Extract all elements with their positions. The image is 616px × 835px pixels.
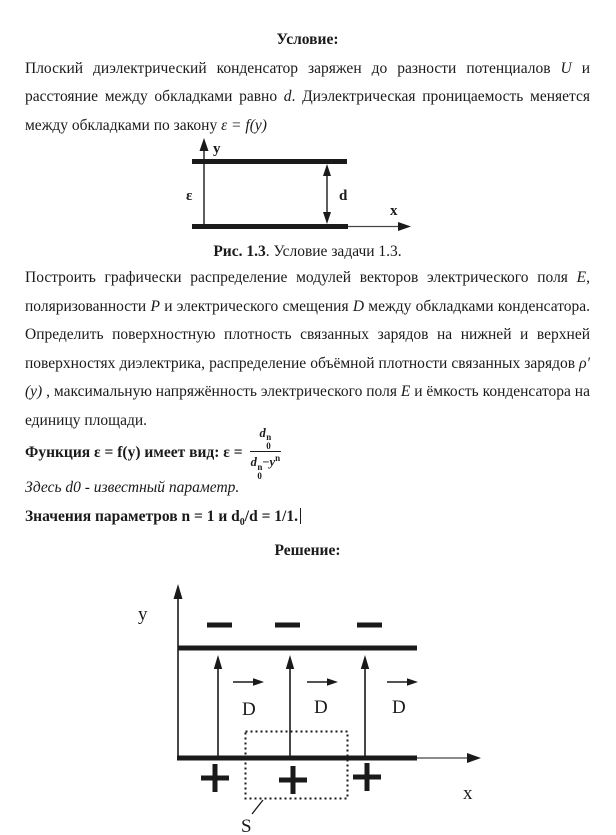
params-line xyxy=(25,503,590,538)
text-run: Построить графически распределение модулей векторов электрического поля xyxy=(25,269,577,286)
fig1-y-axis-label: y xyxy=(213,141,221,157)
text-run: , поляризованности xyxy=(25,269,590,315)
text-cursor xyxy=(300,508,302,524)
denominator-var: y xyxy=(269,455,276,470)
plus-charge-icon xyxy=(279,766,307,794)
fig2-field-arrowhead-icon xyxy=(286,655,294,669)
plus-charge-icon xyxy=(201,764,229,792)
math-variable: D xyxy=(352,297,365,315)
plus-charge-icon xyxy=(353,763,381,791)
fig1-distance-arrowhead-top-icon xyxy=(323,164,331,176)
figure-2-solution-diagram xyxy=(130,568,500,835)
fig1-distance-label: d xyxy=(339,188,348,204)
fig2-y-axis-label: y xyxy=(138,603,148,625)
text-run: и расстояние между обкладками равно xyxy=(25,59,590,105)
text-run: между обкладками конденсатора. Определить поверхностную плотность связанных зарядов на нижней и верхней поверхностях диэлектрика, распределение объёмной плотности связанных зарядов xyxy=(25,297,591,372)
fig2-d-arrowhead-icon xyxy=(327,678,338,686)
fig2-surface-label: S xyxy=(241,815,252,835)
numerator-sub: 0 xyxy=(266,440,271,451)
numerator-sup: n xyxy=(266,432,272,443)
fig2-surface-pointer-line xyxy=(252,800,263,814)
math-variable: ρ′(y) xyxy=(25,354,590,400)
text-run: Плоский диэлектрический конденсатор заряжен до разности потенциалов xyxy=(25,59,561,77)
formula-line xyxy=(25,425,590,481)
fig2-gaussian-surface-box xyxy=(246,731,348,798)
figure-1-capacitor-diagram xyxy=(140,136,420,238)
epsilon-fraction xyxy=(250,426,281,480)
solution-heading: Решение: xyxy=(274,542,341,560)
math-variable: P xyxy=(150,297,160,315)
fraction-denominator xyxy=(250,452,281,480)
numerator-subsup xyxy=(266,433,271,450)
figure-1-caption xyxy=(25,240,590,264)
fig2-field-arrowhead-icon xyxy=(214,655,222,669)
fig1-x-axis-arrowhead-icon xyxy=(398,222,411,231)
figure-1-caption-number: Рис. 1.3 xyxy=(213,243,266,260)
denominator-minus: − xyxy=(262,455,270,470)
formula-prefix: Функция ε = f(y) имеет вид: ε = xyxy=(25,444,243,461)
math-variable: E xyxy=(400,383,411,400)
fig1-epsilon-label: ε xyxy=(186,188,193,204)
condition-heading: Условие: xyxy=(276,31,339,48)
fig1-top-plate xyxy=(192,159,347,164)
text-run: и электрического смещения xyxy=(159,297,353,315)
note-line: Здесь d0 - известный параметр. xyxy=(25,479,240,496)
params-subscript: 0 xyxy=(239,516,245,528)
math-variable: d xyxy=(283,88,292,105)
fig2-x-axis-arrowhead-icon xyxy=(467,753,481,763)
fig2-d-label: D xyxy=(392,696,406,718)
math-variable: ε = f(y) xyxy=(221,116,267,134)
fig1-distance-arrowhead-bottom-icon xyxy=(323,212,331,224)
intro-paragraph xyxy=(25,55,590,141)
fraction-numerator xyxy=(250,426,281,453)
fig1-bottom-plate xyxy=(192,224,348,229)
figure-1-caption-text: . Условие задачи 1.3. xyxy=(265,243,402,260)
numerator-base: d xyxy=(259,425,266,440)
denominator-base: d xyxy=(250,455,257,470)
fig2-d-label: D xyxy=(242,698,256,720)
denominator-sup: n xyxy=(257,462,263,473)
math-variable: U xyxy=(560,59,572,77)
fig2-d-arrowhead-icon xyxy=(407,678,418,686)
text-run: и ёмкость конденсатора на единицу площади. xyxy=(25,383,590,429)
denominator-var-sup: n xyxy=(275,453,281,464)
fig2-y-axis-arrowhead-icon xyxy=(174,584,183,599)
fig2-field-arrowhead-icon xyxy=(361,655,369,669)
denominator-sub: 0 xyxy=(257,470,262,481)
text-run: , максимальную напряжённость электрического поля xyxy=(42,383,401,400)
text-run: . Диэлектрическая проницаемость меняется между обкладками по закону xyxy=(25,88,590,134)
fig2-d-label: D xyxy=(314,696,328,718)
math-variable: E xyxy=(576,269,587,286)
params-lead: Значения параметров n = 1 и d xyxy=(25,507,240,525)
fig1-x-axis-label: x xyxy=(390,203,398,219)
fig2-x-axis-label: x xyxy=(463,782,473,804)
params-tail: /d = 1/1. xyxy=(244,507,298,525)
fig2-d-arrowhead-icon xyxy=(253,678,264,686)
task-paragraph xyxy=(25,264,590,435)
